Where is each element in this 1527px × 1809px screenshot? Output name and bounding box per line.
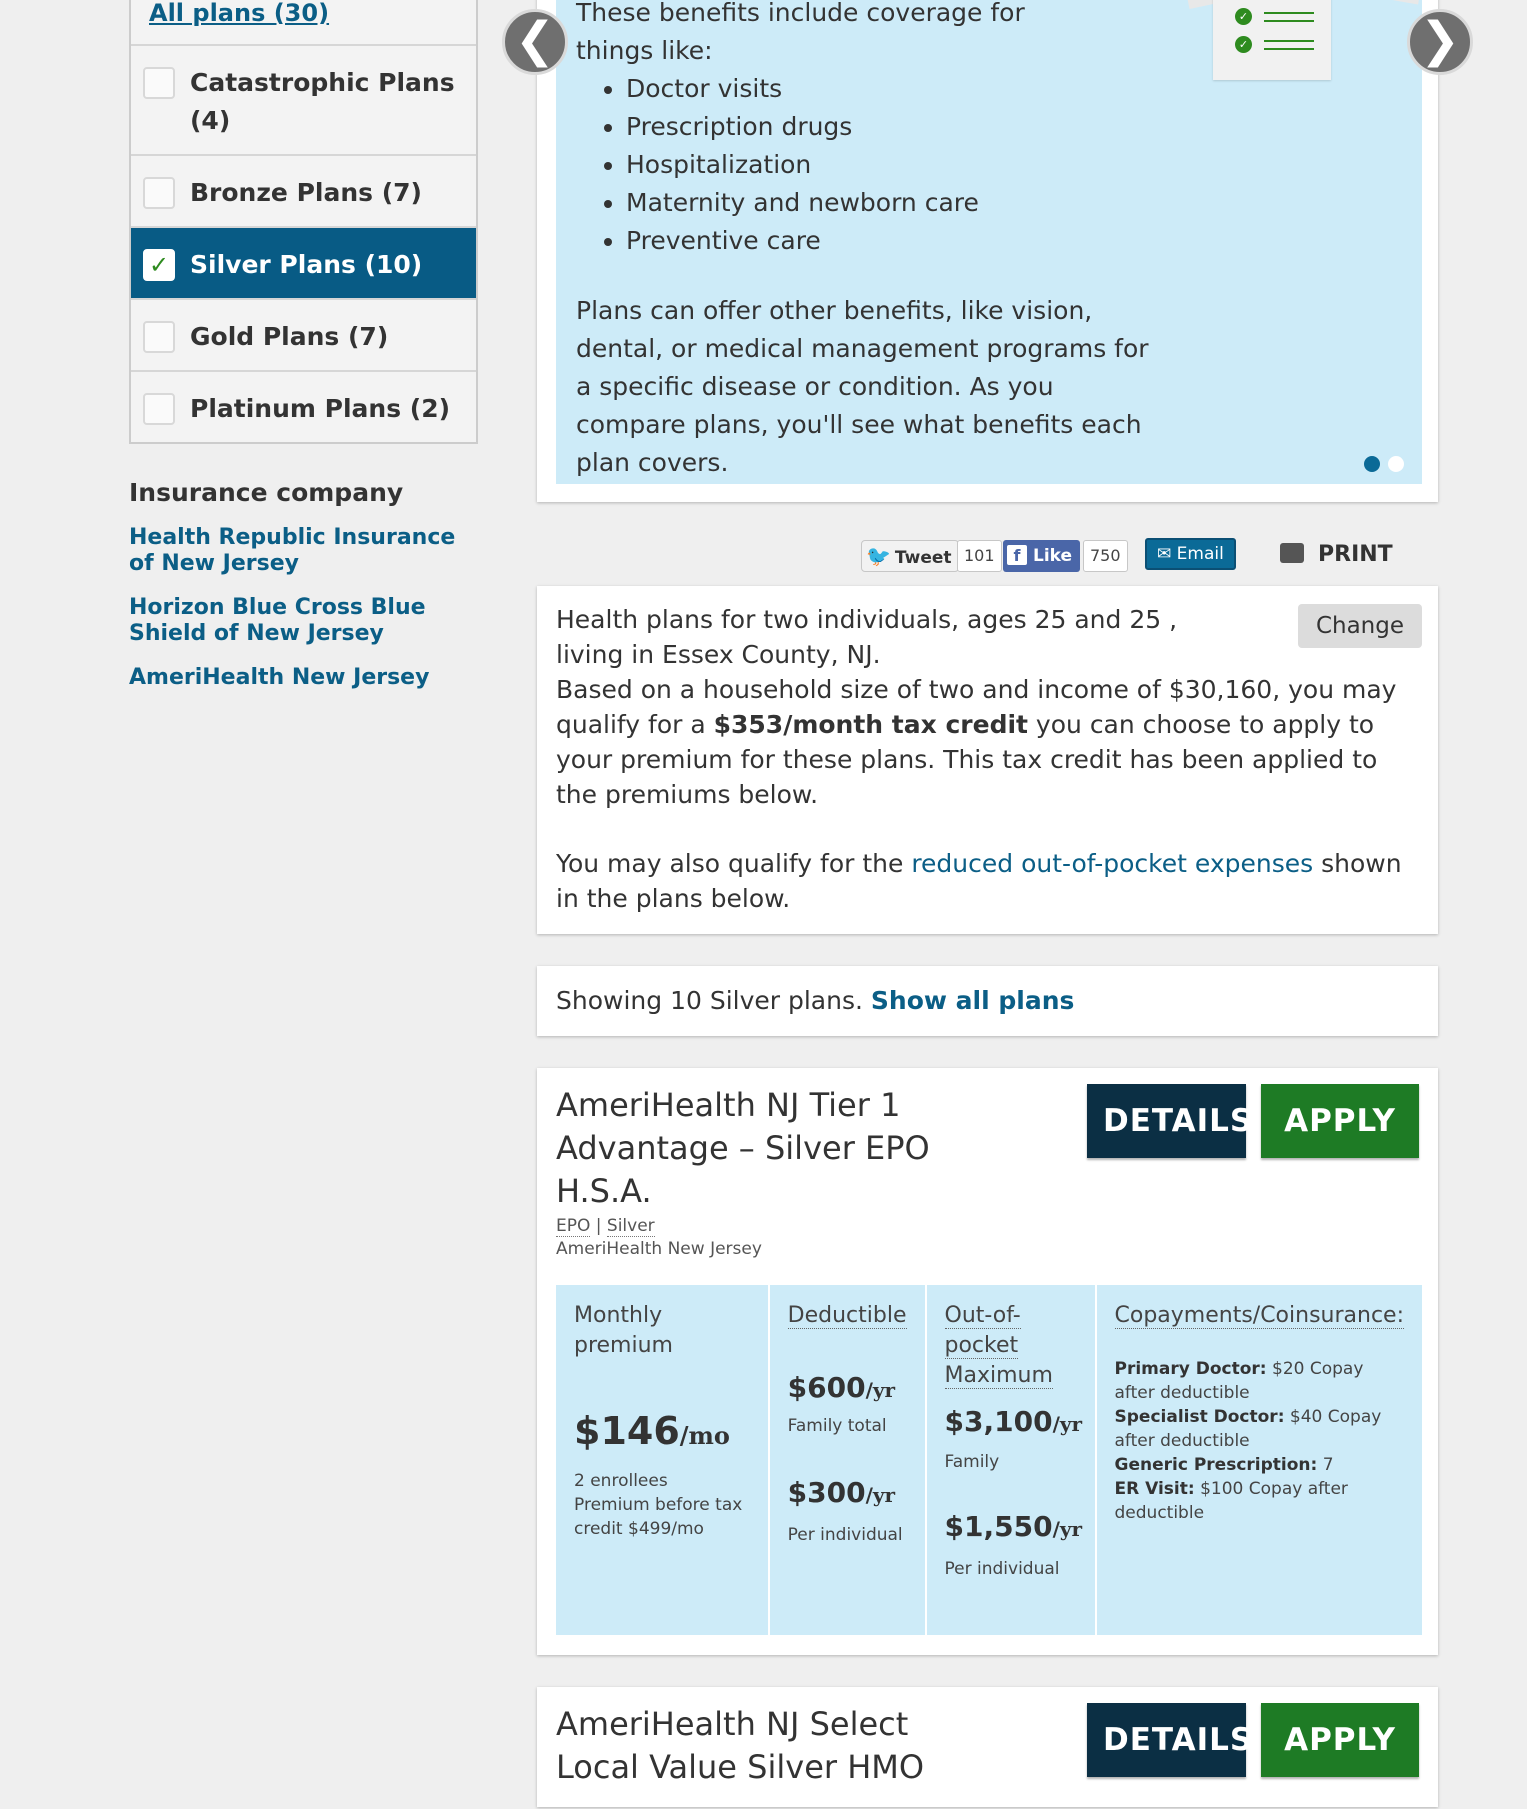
deductible-label: [788, 1301, 907, 1331]
benefit-item: • Preventive care: [626, 222, 1402, 260]
envelope-icon: ✉: [1157, 544, 1177, 564]
copay-list: [1115, 1357, 1405, 1525]
metal-level-filters: [129, 44, 478, 444]
oop-individual: [944, 1510, 1083, 1543]
unit: /yr: [1052, 1412, 1083, 1436]
insurer-link-amerihealth[interactable]: AmeriHealth New Jersey: [129, 665, 430, 690]
unit: /yr: [865, 1483, 896, 1507]
filter-platinum[interactable]: [131, 370, 476, 442]
all-plans-link[interactable]: All plans (30): [129, 0, 478, 44]
plan-tags: EPO | Silver: [556, 1216, 655, 1236]
print-button[interactable]: [1280, 538, 1393, 572]
plan-type: EPO: [556, 1216, 591, 1236]
filter-label: Gold Plans (7): [190, 322, 389, 351]
filter-gold[interactable]: [131, 298, 476, 370]
benefit-item: • Doctor visits: [626, 70, 1402, 108]
copay-value: $40 Copay after deductible: [1114, 1407, 1382, 1451]
email-button[interactable]: [1145, 538, 1236, 570]
premium-before-credit: Premium before tax credit $499/mo: [574, 1495, 743, 1539]
benefits-carousel: [514, 0, 1461, 502]
insurer-link-health-republic[interactable]: Health Republic Insurance of New Jersey: [129, 525, 456, 576]
share-bar: [537, 502, 1438, 586]
household-summary: Health plans for two individuals, ages 25 and 25 , living in Essex County, NJ.: [556, 605, 1178, 669]
amount: $1,550: [944, 1510, 1053, 1543]
slide-more-text: Plans can offer other benefits, like vision, dental, or medical management programs for a specific disease or condition. As you compare plans, you'll see what benefits each plan covers.: [576, 296, 1149, 477]
insurance-company-heading: Insurance company: [129, 478, 404, 507]
sidebar: [129, 0, 478, 709]
benefit-item: • Prescription drugs: [626, 108, 1402, 146]
copay-item: [1115, 1453, 1405, 1477]
unit: /yr: [1052, 1517, 1083, 1541]
text: shown in the plans below.: [556, 849, 1402, 913]
tax-credit-text: [556, 672, 1422, 812]
checkbox[interactable]: [143, 321, 175, 353]
copay-item: [1115, 1405, 1405, 1453]
details-button[interactable]: DETAILS: [1087, 1084, 1246, 1158]
tweet-label: Tweet: [894, 548, 952, 568]
copay-label: [1115, 1301, 1405, 1331]
benefit-item: • Hospitalization: [626, 146, 1402, 184]
copay-value: 7: [1317, 1455, 1334, 1475]
plan-company: AmeriHealth New Jersey: [556, 1239, 762, 1259]
premium-amount: $146: [574, 1409, 680, 1453]
reduced-expenses-link[interactable]: reduced out-of-pocket expenses: [911, 849, 1314, 878]
copay-value: $20 Copay after deductible: [1114, 1359, 1364, 1403]
carousel-dot-active[interactable]: [1364, 456, 1380, 472]
enrollees: 2 enrollees: [574, 1471, 668, 1491]
copay-item: [1115, 1477, 1405, 1525]
copay-column: [1097, 1285, 1423, 1635]
like-label: Like: [1033, 546, 1073, 566]
like-count: 750: [1083, 540, 1128, 572]
deductible-column: [770, 1285, 927, 1635]
carousel-next-button[interactable]: ❯: [1407, 9, 1473, 75]
deductible-family: [788, 1371, 907, 1404]
checklist-illustration-icon: ✓ ✓: [1213, 0, 1331, 80]
carousel-dot[interactable]: [1388, 456, 1404, 472]
slide-intro: These benefits include coverage for things like:: [576, 0, 1025, 65]
showing-text: Showing 10 Silver plans.: [556, 986, 871, 1015]
checkbox[interactable]: [143, 67, 175, 99]
benefit-item: • Maternity and newborn care: [626, 184, 1402, 222]
checkbox[interactable]: [143, 177, 175, 209]
tweet-count: 101: [957, 540, 1002, 572]
insurer-list: [129, 525, 478, 691]
label: Deductible: [787, 1303, 907, 1328]
plan-card: [537, 1068, 1438, 1655]
main-content: [514, 0, 1461, 1807]
deductible-family-note: Family total: [787, 1416, 887, 1436]
copay-name: Generic Prescription:: [1114, 1455, 1318, 1475]
oop-column: [927, 1285, 1097, 1635]
deductible-individual-note: Per individual: [787, 1525, 903, 1545]
paper-illustration: [1389, 0, 1420, 5]
premium-value: [574, 1409, 750, 1453]
plan-metrics: [556, 1285, 1422, 1635]
apply-button[interactable]: APPLY: [1261, 1084, 1419, 1158]
benefits-list: [626, 70, 1402, 260]
label: Copayments/Coinsurance:: [1114, 1303, 1404, 1328]
copay-item: [1115, 1357, 1405, 1405]
text: Based on a household size of two and income of $30,160, you may qualify for a: [556, 675, 1397, 739]
amount: $300: [787, 1476, 866, 1509]
filter-catastrophic[interactable]: [131, 44, 476, 154]
plan-metal: Silver: [606, 1216, 655, 1236]
oop-individual-note: Per individual: [944, 1559, 1060, 1579]
text: You may also qualify for the: [556, 849, 912, 878]
filter-label: Bronze Plans (7): [190, 178, 422, 207]
apply-button[interactable]: APPLY: [1261, 1703, 1419, 1777]
email-label: Email: [1176, 544, 1224, 564]
filter-silver[interactable]: [131, 226, 476, 298]
filter-label: Platinum Plans (2): [190, 394, 451, 423]
facebook-like-button[interactable]: [1003, 540, 1080, 572]
change-button[interactable]: Change: [1298, 604, 1422, 648]
plan-title[interactable]: AmeriHealth NJ Tier 1 Advantage – Silver EPO H.S.A.: [556, 1086, 930, 1210]
carousel-slide: [556, 0, 1422, 484]
show-all-plans-link[interactable]: Show all plans: [870, 986, 1075, 1015]
premium-unit: /mo: [679, 1421, 730, 1450]
label: Out-of-pocket Maximum: [944, 1303, 1053, 1388]
oop-family: [944, 1405, 1083, 1438]
plan-card: [537, 1687, 1438, 1807]
showing-plans-bar: [537, 966, 1438, 1036]
oop-family-note: Family: [944, 1452, 1000, 1472]
insurer-link-horizon[interactable]: Horizon Blue Cross Blue Shield of New Jersey: [129, 595, 426, 646]
copay-name: ER Visit:: [1114, 1479, 1195, 1499]
details-button[interactable]: DETAILS: [1087, 1703, 1246, 1777]
checkbox[interactable]: [143, 393, 175, 425]
copay-name: Specialist Doctor:: [1114, 1407, 1285, 1427]
premium-label: Monthly premium: [574, 1303, 673, 1358]
unit: /yr: [865, 1378, 896, 1402]
tax-credit-amount: $353/month tax credit: [713, 710, 1028, 739]
twitter-bird-icon: 🐦: [866, 544, 891, 568]
tweet-button[interactable]: [861, 540, 959, 572]
reduced-expenses-text: [556, 846, 1422, 916]
carousel-pagination: [1364, 456, 1404, 472]
amount: $600: [787, 1371, 866, 1404]
checkbox-checked[interactable]: [143, 249, 175, 281]
household-info-card: [537, 586, 1438, 934]
print-label: PRINT: [1318, 542, 1393, 567]
filter-label: Silver Plans (10): [190, 250, 423, 279]
copay-name: Primary Doctor:: [1114, 1359, 1267, 1379]
carousel-prev-button[interactable]: ❮: [502, 9, 568, 75]
facebook-icon: f: [1007, 545, 1027, 565]
check-icon: ✓: [148, 251, 170, 279]
printer-icon: [1280, 543, 1304, 563]
copay-value: $100 Copay after deductible: [1114, 1479, 1348, 1523]
premium-column: [556, 1285, 770, 1635]
deductible-individual: [788, 1476, 907, 1509]
plan-title[interactable]: AmeriHealth NJ Select Local Value Silver HMO: [556, 1705, 925, 1786]
filter-bronze[interactable]: [131, 154, 476, 226]
filter-label: Catastrophic Plans (4): [190, 68, 455, 135]
text: you can choose to apply to your premium for these plans. This tax credit has been applied to the premiums below.: [556, 710, 1378, 809]
oop-label: [945, 1301, 1077, 1391]
amount: $3,100: [944, 1405, 1053, 1438]
